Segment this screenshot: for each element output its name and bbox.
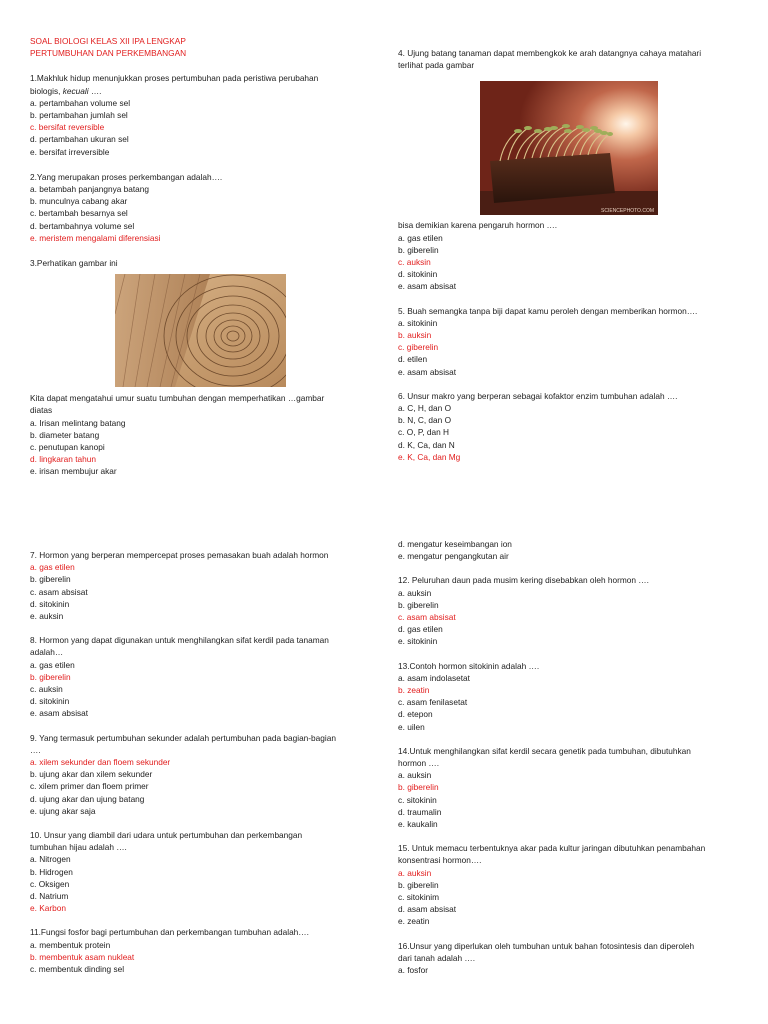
option-b: b. N, C, dan O [398, 415, 452, 426]
left-column-top [30, 35, 375, 478]
question-8 [30, 634, 375, 719]
question-13 [398, 660, 743, 733]
option-d: d. sitokinin [30, 598, 70, 609]
option-a: a. sitokinin [398, 317, 438, 328]
question-stem-cont: konsentrasi hormon…. [398, 855, 482, 866]
option-b: b. giberelin [398, 244, 439, 255]
option-d: d. Natrium [30, 891, 69, 902]
question-7 [30, 549, 375, 622]
question-stem-cont: adalah… [30, 647, 64, 658]
option-d: d. etepon [398, 709, 433, 720]
photo-watermark: SCIENCEPHOTO.COM [601, 208, 654, 215]
phototropism-illustration [480, 81, 658, 215]
option-e: e. mengatur pengangkutan air [398, 551, 509, 562]
option-a: a. fosfor [398, 965, 428, 976]
option-d: d. bertambahnya volume sel [30, 220, 135, 231]
option-a: a. C, H, dan O [398, 403, 452, 414]
option-c: c. sitokinin [398, 794, 437, 805]
option-d: d. asam absisat [398, 904, 457, 915]
option-b: b. pertambahan jumlah sel [30, 110, 128, 121]
option-a: a. gas etilen [30, 659, 75, 670]
question-5 [398, 305, 743, 378]
tree-rings-image [115, 274, 286, 387]
option-a: a. gas etilen [398, 232, 443, 243]
option-a: a. betambah panjangnya batang [30, 184, 150, 195]
option-b: b. Hidrogen [30, 866, 73, 877]
option-d: d. traumalin [398, 806, 442, 817]
option-a: a. Nitrogen [30, 854, 71, 865]
option-b: b. giberelin [398, 599, 439, 610]
option-c: c. O, P, dan H [398, 427, 450, 438]
question-stem: 11.Fungsi fosfor bagi pertumbuhan dan perkembangan tumbuhan adalah…. [30, 927, 309, 938]
doc-title: SOAL BIOLOGI KELAS XII IPA LENGKAP [30, 36, 186, 46]
question-stem: 12. Peluruhan daun pada musim kering disebabkan oleh hormon …. [398, 575, 649, 586]
question-11 [30, 926, 375, 975]
question-10 [30, 829, 375, 914]
option-a: a. asam indolasetat [398, 672, 470, 683]
question-stem: 7. Hormon yang berperan mempercepat proses pemasakan buah adalah hormon [30, 550, 329, 560]
option-d: d. sitokinin [398, 269, 438, 280]
option-e-answer: e. K, Ca, dan Mg [398, 451, 461, 462]
option-c: c. asam fenilasetat [398, 697, 468, 708]
option-a-answer: a. gas etilen [30, 562, 75, 573]
option-e-answer: e. Karbon [30, 903, 66, 914]
question-4 [398, 47, 743, 293]
question-stem: 2.Yang merupakan proses perkembangan adalah…. [30, 171, 223, 182]
option-d: d. K, Ca, dan N [398, 439, 455, 450]
option-b-answer: b. giberelin [398, 782, 439, 793]
question-text-cont: diatas [30, 405, 53, 416]
question-12 [398, 574, 743, 647]
option-e: e. kaukalin [398, 819, 438, 830]
question-stem-cont: …. [30, 744, 41, 755]
question-stem: 5. Buah semangka tanpa biji dapat kamu peroleh dengan memberikan hormon…. [398, 305, 698, 316]
question-stem-cont: dari tanah adalah …. [398, 952, 476, 963]
option-c-answer: c. asam absisat [398, 612, 456, 623]
option-c: c. membentuk dinding sel [30, 964, 125, 975]
doc-subtitle: PERTUMBUHAN DAN PERKEMBANGAN [30, 48, 187, 59]
question-stem: 3.Perhatikan gambar ini [30, 258, 118, 269]
question-1 [30, 72, 375, 157]
question-stem: 8. Hormon yang dapat digunakan untuk menghilangkan sifat kerdil pada tanaman [30, 635, 329, 646]
question-16 [398, 940, 743, 977]
option-a-answer: a. xilem sekunder dan floem sekunder [30, 757, 171, 768]
option-a: a. pertambahan volume sel [30, 97, 131, 108]
question-stem: 16.Unsur yang diperlukan oleh tumbuhan untuk bahan fotosintesis dan diperoleh [398, 940, 695, 951]
question-stem: 4. Ujung batang tanaman dapat membengkok ke arah datangnya cahaya matahari [398, 48, 702, 58]
option-a: a. auksin [398, 770, 432, 781]
question-15 [398, 842, 743, 927]
option-e: e. sitokinin [398, 636, 438, 647]
option-d: d. gas etilen [398, 624, 443, 635]
right-column-top [398, 47, 743, 463]
option-c-answer: c. auksin [398, 257, 431, 268]
option-e: e. zeatin [398, 916, 430, 927]
question-11-continued [398, 538, 743, 562]
option-e: e. asam absisat [398, 366, 457, 377]
option-b-answer: b. giberelin [30, 671, 71, 682]
question-14 [398, 745, 743, 830]
option-b-answer: b. zeatin [398, 685, 430, 696]
option-d: d. ujung akar dan ujung batang [30, 793, 145, 804]
option-e: e. bersifat irreversible [30, 146, 110, 157]
option-d: d. pertambahan ukuran sel [30, 134, 129, 145]
option-c: c. xilem primer dan floem primer [30, 781, 149, 792]
question-text: Kita dapat mengatahui umur suatu tumbuhan dengan memperhatikan …gambar [30, 393, 325, 404]
question-stem-cont: tumbuhan hijau adalah …. [30, 842, 127, 853]
question-9 [30, 732, 375, 817]
option-d: d. sitokinin [30, 696, 70, 707]
option-b: b. giberelin [398, 879, 439, 890]
question-stem-cont: biologis, kecuali …. [30, 85, 102, 96]
question-6 [398, 390, 743, 463]
question-stem: 9. Yang termasuk pertumbuhan sekunder adalah pertumbuhan pada bagian-bagian [30, 732, 336, 743]
option-a: a. Irisan melintang batang [30, 417, 126, 428]
option-e: e. irisan membujur akar [30, 466, 117, 477]
question-2 [30, 171, 375, 244]
option-b: b. giberelin [30, 574, 71, 585]
option-c: c. asam absisat [30, 586, 88, 597]
option-e: e. ujung akar saja [30, 805, 96, 816]
option-c: c. auksin [30, 684, 63, 695]
question-stem-cont: terlihat pada gambar [398, 60, 475, 71]
option-c-answer: c. bersifat reversible [30, 122, 105, 133]
question-3 [30, 257, 375, 478]
question-stem: 15. Untuk memacu terbentuknya akar pada kultur jaringan dibutuhkan penambahan [398, 843, 706, 854]
option-e: e. asam absisat [398, 281, 457, 292]
question-text: bisa demikian karena pengaruh hormon …. [398, 220, 558, 231]
option-b: b. munculnya cabang akar [30, 196, 128, 207]
question-stem: 10. Unsur yang diambil dari udara untuk pertumbuhan dan perkembangan [30, 830, 303, 841]
question-stem: 14.Untuk menghilangkan sifat kerdil secara genetik pada tumbuhan, dibutuhkan [398, 745, 691, 756]
option-c: c. penutupan kanopi [30, 442, 105, 453]
option-a: a. auksin [398, 587, 432, 598]
question-stem-cont: hormon …. [398, 758, 440, 769]
option-a: a. membentuk protein [30, 939, 111, 950]
option-c: c. bertambah besarnya sel [30, 208, 128, 219]
tree-rings-illustration [115, 274, 286, 387]
question-stem: 1.Makhluk hidup menunjukkan proses pertumbuhan pada peristiwa perubahan [30, 73, 319, 84]
option-b-answer: b. auksin [398, 330, 432, 341]
option-b: b. ujung akar dan xilem sekunder [30, 769, 153, 780]
option-a-answer: a. auksin [398, 867, 432, 878]
option-c-answer: c. giberelin [398, 342, 439, 353]
option-e: e. uilen [398, 721, 425, 732]
option-c: c. Oksigen [30, 878, 70, 889]
option-e-answer: e. meristem mengalami diferensiasi [30, 232, 161, 243]
option-b-answer: b. membentuk asam nukleat [30, 951, 135, 962]
option-c: c. sitokinim [398, 892, 440, 903]
question-stem: 6. Unsur makro yang berperan sebagai kofaktor enzim tumbuhan adalah …. [398, 390, 678, 401]
option-d: d. mengatur keseimbangan ion [398, 539, 512, 549]
phototropism-image [480, 81, 658, 215]
left-column-bottom [30, 549, 375, 975]
option-b: b. diameter batang [30, 429, 100, 440]
option-e: e. auksin [30, 611, 64, 622]
option-d-answer: d. lingkaran tahun [30, 454, 96, 465]
option-e: e. asam absisat [30, 708, 89, 719]
option-d: d. etilen [398, 354, 428, 365]
question-stem: 13.Contoh hormon sitokinin adalah …. [398, 660, 540, 671]
right-column-bottom [398, 538, 743, 976]
